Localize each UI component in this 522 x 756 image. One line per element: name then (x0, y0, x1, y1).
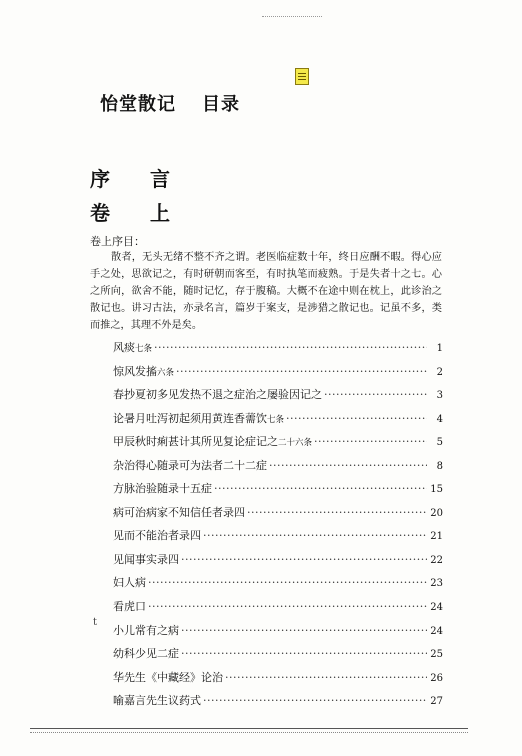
toc-leader-dots (286, 412, 427, 425)
preface-paragraph: 散者，无头无绪不整不齐之谓。老医临症数十年，终日应酬不暇。得心应手之处，思欲记之，有时研朝而客至，有时执笔而疲熟。于是失者十之七。心之所向，欲舍不能，随时记忆，存于腹稿。大概不在途中则在枕上，此诊治之散记也。讲习古法，亦录名言，篇岁于案支，是涉猎之散记也。记虽不多，类而推之，其理不外是矣。 (90, 252, 442, 331)
toc-entry[interactable] (113, 457, 443, 481)
toc-page-number: 2 (436, 366, 443, 378)
toc-entry-title (113, 692, 201, 708)
page-rule-dotted (30, 732, 468, 733)
toc-entry-title (113, 410, 284, 426)
toc-entry[interactable] (113, 574, 443, 598)
page-title (100, 90, 240, 116)
toc-entry-title-text: 春抄夏初多见发热不退之症治之屡验因记之 (113, 388, 322, 402)
toc-entry-title-text: 妇人病 (113, 576, 146, 590)
toc-entry-title (113, 598, 146, 614)
toc-entry-title-text: 甲辰秋时痢甚计其所见复论症记之 (113, 435, 278, 449)
toc-entry[interactable] (113, 363, 443, 387)
toc-entry[interactable] (113, 645, 443, 669)
toc-leader-dots (148, 600, 427, 613)
toc-entry-title-text: 幼科少见二症 (113, 647, 179, 661)
toc-page-number: 3 (436, 390, 443, 402)
toc-entry-title (113, 457, 267, 473)
toc-entry-title (113, 480, 212, 496)
toc-leader-dots (181, 624, 427, 637)
toc-entry-title (113, 339, 152, 355)
toc-entry-title-text: 杂治得心随录可为法者二十二症 (113, 458, 267, 472)
toc-leader-dots (181, 553, 427, 566)
sticky-note-icon[interactable] (295, 68, 309, 85)
toc-page-number: 26 (430, 672, 443, 684)
toc-leader-dots (148, 576, 427, 589)
toc-page-number: 24 (430, 602, 443, 614)
toc-entry-count: 二十六条 (278, 438, 313, 449)
toc-entry[interactable] (113, 480, 443, 504)
toc-leader-dots (214, 482, 427, 495)
toc-entry-title-text: 病可治病家不知信任者录四 (113, 505, 245, 519)
toc-entry-count: 七条 (135, 344, 153, 354)
volume-heading (90, 197, 170, 226)
toc-entry[interactable] (113, 504, 443, 528)
toc-page-number: 23 (430, 578, 443, 590)
toc-entry[interactable] (113, 386, 443, 410)
toc-entry-title-text: 论暑月吐泻初起须用黄连香薷饮 (113, 411, 267, 425)
volume-heading-char: 上 (150, 201, 170, 225)
toc-entry-title-text: 见而不能治者录四 (113, 529, 201, 543)
preface-heading (90, 163, 170, 192)
toc-leader-dots (324, 388, 427, 401)
toc-entry-title (113, 527, 201, 543)
toc-entry-count: 七条 (267, 414, 285, 425)
toc-leader-dots (176, 365, 427, 378)
toc-leader-dots (247, 506, 427, 519)
toc-entry-title (113, 363, 174, 379)
toc-leader-dots (314, 435, 427, 448)
toc-page-number: 27 (430, 696, 443, 708)
toc-leader-dots (203, 694, 427, 707)
toc-page-number: 20 (430, 507, 443, 519)
toc-leader-dots (181, 647, 427, 660)
toc-page-number: 24 (430, 625, 443, 637)
page-rule (30, 728, 468, 729)
toc-entry-title-text: 风痰 (113, 341, 135, 354)
toc-entry[interactable] (113, 339, 443, 363)
toc-entry-title (113, 386, 322, 402)
toc-entry-title (113, 622, 179, 638)
toc-entry-title-text: 华先生《中藏经》论治 (113, 670, 223, 684)
toc-page-number: 22 (430, 554, 443, 566)
toc-entry[interactable] (113, 551, 443, 575)
toc-page-number: 8 (436, 460, 443, 472)
toc-entry-title-text: 惊风发搐 (113, 364, 157, 378)
toc-entry[interactable] (113, 622, 443, 646)
toc-entry-title (113, 645, 179, 661)
margin-mark: t (93, 617, 98, 628)
toc-leader-dots (225, 671, 427, 684)
toc-entry[interactable] (113, 410, 443, 434)
toc-leader-dots (269, 459, 427, 472)
toc-leader-dots (154, 341, 427, 354)
toc-page-number: 15 (430, 484, 443, 496)
toc-entry[interactable] (113, 669, 443, 693)
toc-entry-title-text: 看虎口 (113, 600, 146, 614)
toc-entry[interactable] (113, 527, 443, 551)
toc-page-number: 1 (436, 343, 443, 354)
volume-heading-char: 卷 (90, 201, 110, 225)
toc-page-number: 25 (430, 649, 443, 661)
contents-label: 目录 (202, 94, 240, 115)
scan-artifact (262, 16, 322, 19)
toc-entry-title (113, 551, 179, 567)
preface-heading-char: 序 (90, 167, 110, 191)
toc-entry-title (113, 504, 245, 520)
toc-entry[interactable] (113, 598, 443, 622)
toc-entry-title (113, 574, 146, 590)
toc-page-number: 5 (436, 437, 443, 449)
toc-entry[interactable] (113, 433, 443, 457)
toc-entry[interactable] (113, 692, 443, 716)
toc-entry-count: 六条 (157, 367, 175, 378)
book-title: 怡堂散记 (100, 94, 176, 115)
toc-page-number: 4 (436, 413, 443, 425)
preface-heading-char: 言 (150, 167, 170, 191)
table-of-contents (113, 339, 443, 716)
toc-entry-title-text: 小儿常有之病 (113, 623, 179, 637)
toc-page-number: 21 (430, 531, 443, 543)
toc-entry-title (113, 433, 312, 449)
toc-leader-dots (203, 529, 427, 542)
toc-entry-title (113, 669, 223, 685)
preface-label: 卷上序目： (90, 235, 145, 248)
toc-entry-title-text: 喻嘉言先生议药式 (113, 694, 201, 708)
toc-entry-title-text: 方脉治验随录十五症 (113, 482, 212, 496)
toc-entry-title-text: 见闻事实录四 (113, 552, 179, 566)
